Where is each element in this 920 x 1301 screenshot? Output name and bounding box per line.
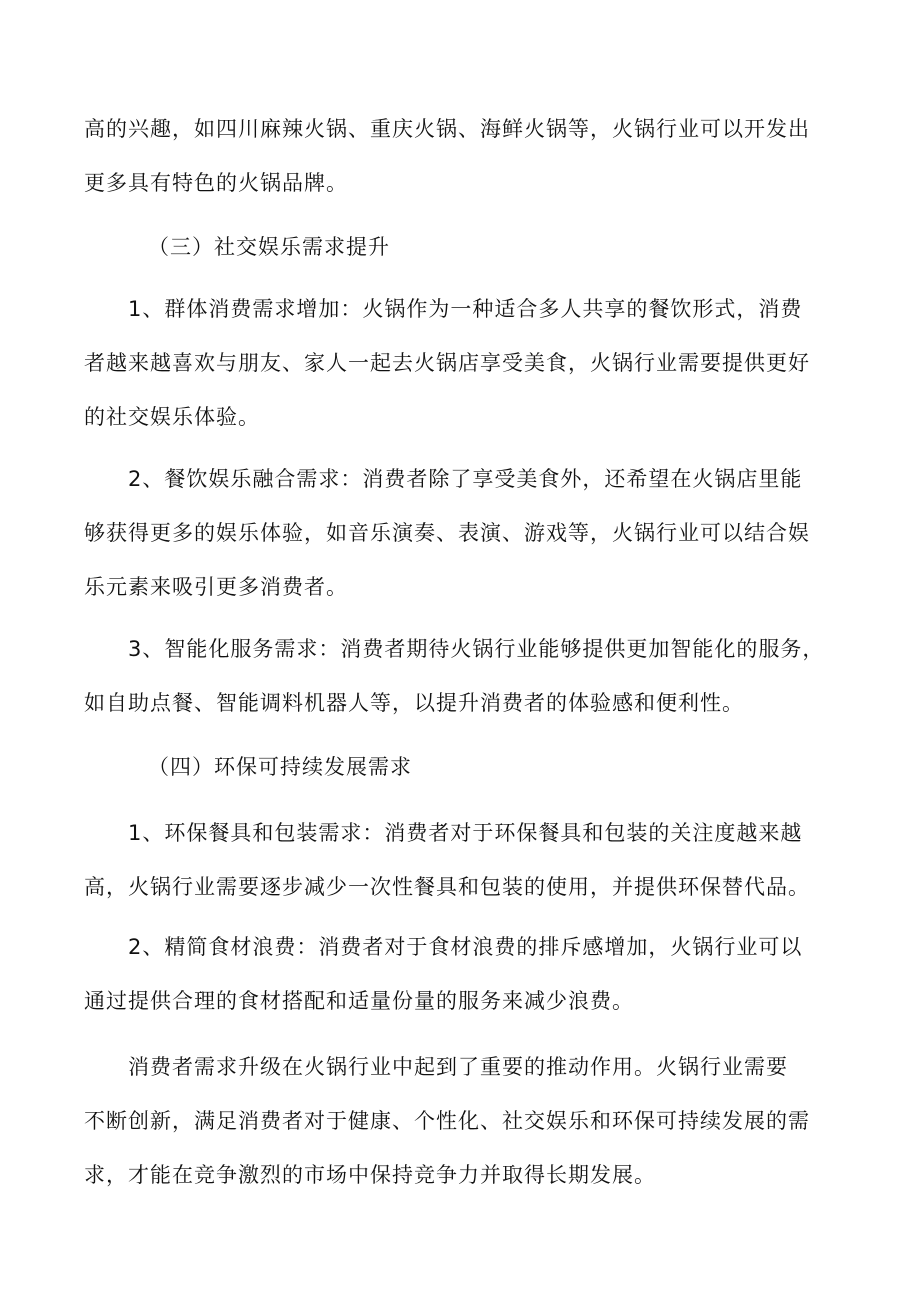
text-line: 更多具有特色的火锅品牌。 xyxy=(84,171,348,195)
text-line: 者越来越喜欢与朋友、家人一起去火锅店享受美食，火锅行业需要提供更好 xyxy=(84,351,810,375)
paragraph-conclusion xyxy=(84,1040,844,1202)
text-line: 通过提供合理的食材搭配和适量份量的服务来减少浪费。 xyxy=(84,989,634,1013)
text-line: 1、群体消费需求增加：火锅作为一种适合多人共享的餐饮形式，消费 xyxy=(128,297,803,321)
paragraph-item-1-group-consumption xyxy=(84,282,844,444)
heading-text: （三）社交娱乐需求提升 xyxy=(148,235,390,259)
paragraph-item-3-smart-service xyxy=(84,622,844,730)
text-line: 乐元素来吸引更多消费者。 xyxy=(84,575,348,599)
text-line: 高，火锅行业需要逐步减少一次性餐具和包装的使用，并提供环保替代品。 xyxy=(84,875,810,899)
text-line: 2、餐饮娱乐融合需求：消费者除了享受美食外，还希望在火锅店里能 xyxy=(128,467,803,491)
paragraph-item-2-reduce-waste xyxy=(84,920,844,1028)
text-line: 的社交娱乐体验。 xyxy=(84,405,260,429)
heading-text: （四）环保可持续发展需求 xyxy=(148,755,412,779)
text-line: 如自助点餐、智能调料机器人等，以提升消费者的体验感和便利性。 xyxy=(84,691,744,715)
text-line: 不断创新，满足消费者对于健康、个性化、社交娱乐和环保可持续发展的需 xyxy=(84,1109,810,1133)
paragraph-item-2-entertainment-fusion xyxy=(84,452,844,614)
text-line: 够获得更多的娱乐体验，如音乐演奏、表演、游戏等，火锅行业可以结合娱 xyxy=(84,521,810,545)
section-heading-4 xyxy=(84,740,844,794)
text-line: 高的兴趣，如四川麻辣火锅、重庆火锅、海鲜火锅等，火锅行业可以开发出 xyxy=(84,117,810,141)
text-line: 求，才能在竞争激烈的市场中保持竞争力并取得长期发展。 xyxy=(84,1163,656,1187)
text-line: 3、智能化服务需求：消费者期待火锅行业能够提供更加智能化的服务， xyxy=(128,637,825,661)
paragraph-continuation xyxy=(84,102,844,210)
section-heading-3 xyxy=(84,220,844,274)
text-line: 1、环保餐具和包装需求：消费者对于环保餐具和包装的关注度越来越 xyxy=(128,821,803,845)
text-line: 2、精简食材浪费：消费者对于食材浪费的排斥感增加，火锅行业可以 xyxy=(128,935,803,959)
text-line: 消费者需求升级在火锅行业中起到了重要的推动作用。火锅行业需要 xyxy=(128,1055,788,1079)
paragraph-item-1-eco-tableware xyxy=(84,806,844,914)
